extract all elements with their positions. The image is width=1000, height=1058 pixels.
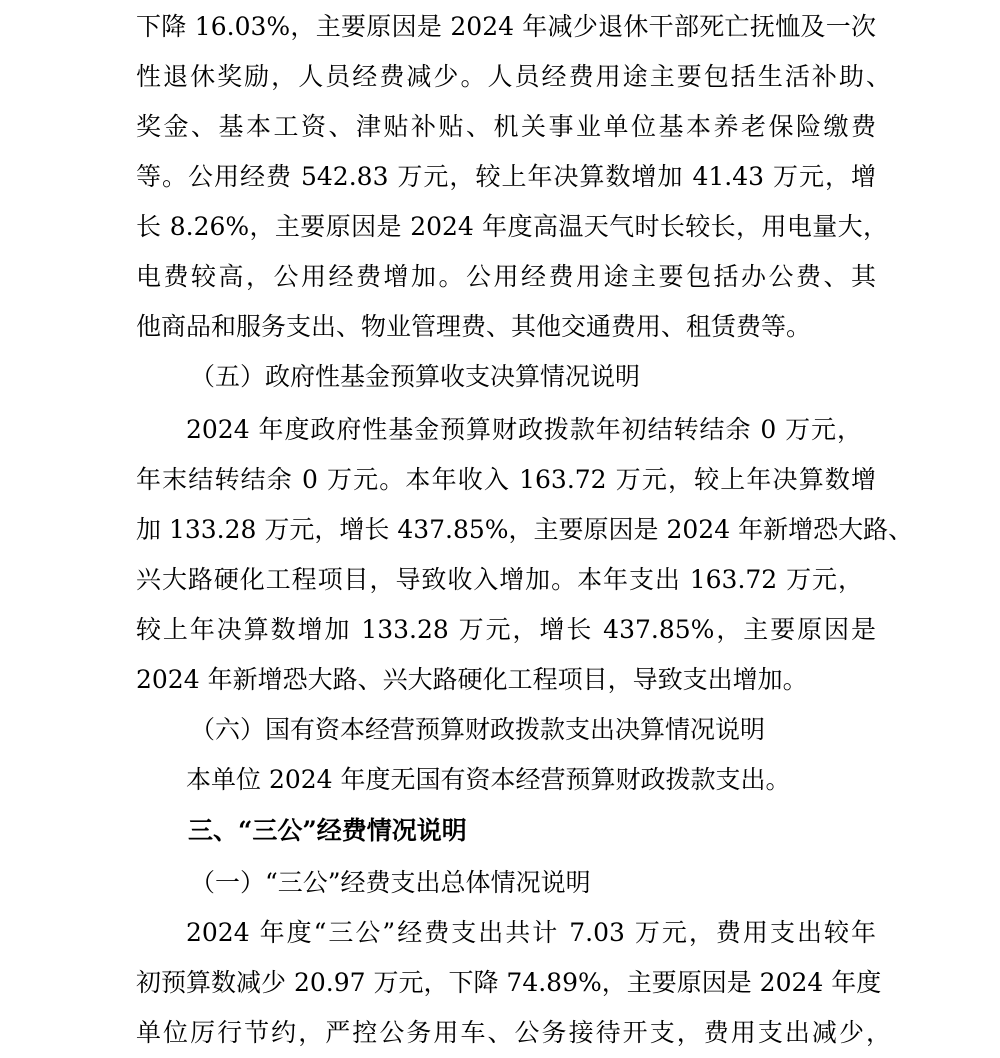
paragraph-line: 奖金、基本工资、津贴补贴、机关事业单位基本养老保险缴费 — [136, 112, 876, 141]
paragraph-line: 性退休奖励，人员经费减少。人员经费用途主要包括生活补助、 — [136, 62, 891, 91]
paragraph-line: 电费较高，公用经费增加。公用经费用途主要包括办公费、其 — [136, 262, 876, 291]
paragraph-line: 单位厉行节约，严控公务用车、公务接待开支，费用支出减少， — [136, 1018, 891, 1047]
section-heading-3: 三、“三公”经费情况说明 — [188, 816, 467, 845]
paragraph-line: 兴大路硬化工程项目，导致收入增加。本年支出 163.72 万元， — [136, 565, 863, 594]
paragraph-line: 长 8.26%，主要原因是 2024 年度高温天气时长较长，用电量大， — [136, 212, 888, 241]
paragraph-line: 年末结转结余 0 万元。本年收入 163.72 万元，较上年决算数增 — [136, 465, 876, 494]
paragraph-line: 他商品和服务支出、物业管理费、其他交通费用、租赁费等。 — [136, 312, 812, 341]
paragraph-line: 2024 年新增恐大路、兴大路硬化工程项目，导致支出增加。 — [136, 665, 808, 694]
paragraph-line: 2024 年度“三公”经费支出共计 7.03 万元，费用支出较年 — [186, 918, 876, 947]
paragraph-line: 本单位 2024 年度无国有资本经营预算财政拨款支出。 — [186, 765, 791, 794]
section-heading-3-1: （一）“三公”经费支出总体情况说明 — [190, 868, 591, 897]
paragraph-line: 2024 年度政府性基金预算财政拨款年初结转结余 0 万元， — [186, 415, 862, 444]
paragraph-line: 下降 16.03%，主要原因是 2024 年减少退休干部死亡抚恤及一次 — [136, 12, 876, 41]
paragraph-line: 较上年决算数增加 133.28 万元，增长 437.85%，主要原因是 — [136, 615, 876, 644]
paragraph-line: 等。公用经费 542.83 万元，较上年决算数增加 41.43 万元，增 — [136, 162, 876, 191]
section-heading-5: （五）政府性基金预算收支决算情况说明 — [190, 362, 641, 391]
paragraph-line: 加 133.28 万元，增长 437.85%，主要原因是 2024 年新增恐大路、 — [136, 515, 914, 544]
paragraph-line: 初预算数减少 20.97 万元，下降 74.89%，主要原因是 2024 年度 — [136, 968, 882, 997]
section-heading-6: （六）国有资本经营预算财政拨款支出决算情况说明 — [190, 715, 766, 744]
